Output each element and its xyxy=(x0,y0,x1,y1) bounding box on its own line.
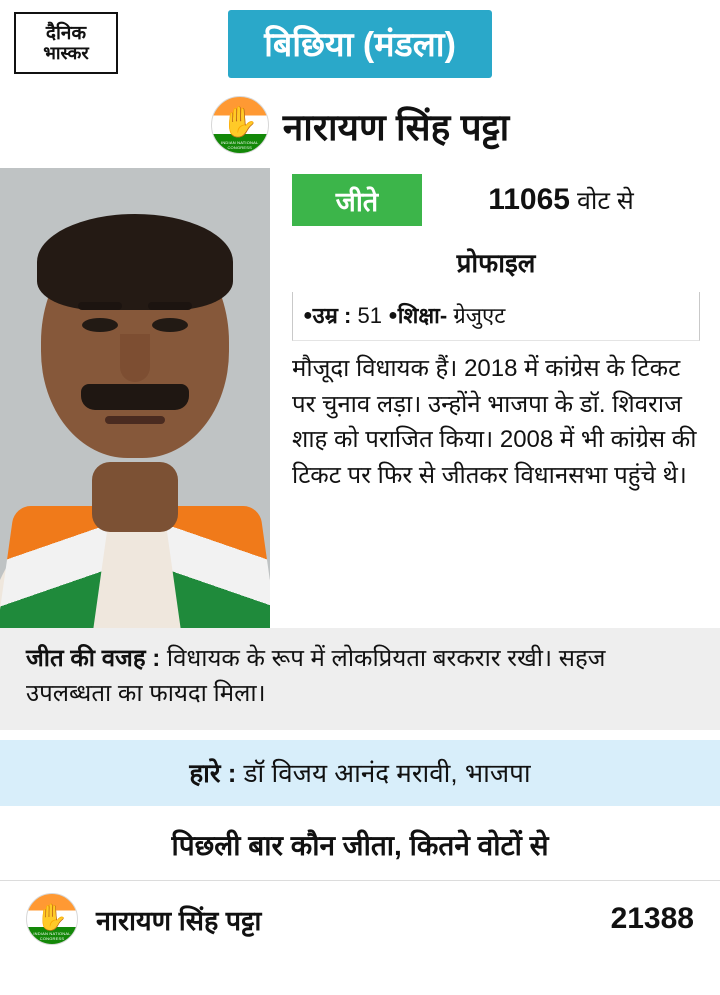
main-section xyxy=(0,168,720,628)
runner-up-name: डॉ विजय आनंद मरावी, भाजपा xyxy=(243,757,531,788)
education-label: शिक्षा- xyxy=(397,303,448,328)
constituency-title: बिछिया (मंडला) xyxy=(228,10,492,78)
profile-bio: मौजूदा विधायक हैं। 2018 में कांग्रेस के टिकट पर चुनाव लड़ा। उन्होंने भाजपा के डॉ. शिवराज शाह को पराजित किया। 2008 में भी कांग्रेस की टिकट पर फिर से जीतकर विधानसभा पहुंचे थे। xyxy=(292,355,697,489)
result-row xyxy=(292,172,700,228)
hand-symbol-icon xyxy=(211,96,269,154)
photo-brow-right xyxy=(148,302,192,310)
photo-eye-right xyxy=(152,318,188,332)
photo-brow-left xyxy=(78,302,122,310)
bullet-icon: ● xyxy=(303,307,313,324)
photo-moustache xyxy=(81,384,189,410)
age-value: 51 xyxy=(357,303,382,328)
status-badge: जीते xyxy=(292,174,422,226)
photo-mouth xyxy=(105,416,165,424)
runner-up-label: हारे : xyxy=(189,757,237,788)
win-reason-block xyxy=(0,628,720,730)
margin-text xyxy=(422,183,700,217)
photo-neck xyxy=(92,462,178,532)
win-reason-text: विधायक के रूप में लोकप्रियता बरकरार रखी। सहज उपलब्धता का फायदा मिला। xyxy=(26,645,606,707)
hand-glyph: ✋ xyxy=(221,105,259,139)
publisher-logo-line2: भास्कर xyxy=(43,42,89,63)
header xyxy=(0,0,720,86)
margin-suffix: वोट से xyxy=(576,187,634,215)
bullet-icon-2: ● xyxy=(388,307,398,324)
candidate-photo xyxy=(0,168,270,628)
photo-hair xyxy=(37,214,233,310)
hand-symbol-icon-previous xyxy=(26,893,78,945)
education-value: ग्रेजुएट xyxy=(453,303,506,328)
age-label: उम्र : xyxy=(312,303,352,328)
publisher-logo-line1: दैनिक xyxy=(45,22,87,44)
title-wrap xyxy=(118,12,602,78)
previous-winner-row xyxy=(0,880,720,958)
party-symbol-caption-previous: INDIAN NATIONAL CONGRESS xyxy=(33,931,71,942)
photo-eye-left xyxy=(82,318,118,332)
photo-shawl-right xyxy=(163,506,270,628)
info-column xyxy=(270,168,720,628)
margin-number: 11065 xyxy=(488,183,570,216)
publisher-logo xyxy=(14,12,118,74)
previous-winner-name: नारायण सिंह पट्टा xyxy=(96,905,262,936)
profile-meta xyxy=(292,292,700,341)
previous-heading: पिछली बार कौन जीता, कितने वोटों से xyxy=(171,829,549,861)
candidate-name-row xyxy=(0,86,720,168)
divider-gap xyxy=(0,730,720,740)
previous-winner-votes: 21388 xyxy=(610,902,694,936)
photo-nose xyxy=(120,334,150,382)
hand-glyph-previous: ✋ xyxy=(35,902,69,933)
photo-shawl-left xyxy=(0,506,111,628)
candidate-name: नारायण सिंह पट्टा xyxy=(282,106,510,148)
profile-heading: प्रोफाइल xyxy=(456,248,536,278)
win-reason-label: जीत की वजह : xyxy=(26,645,161,672)
runner-up-block xyxy=(0,740,720,806)
party-symbol-caption: INDIAN NATIONAL CONGRESS xyxy=(221,140,259,150)
